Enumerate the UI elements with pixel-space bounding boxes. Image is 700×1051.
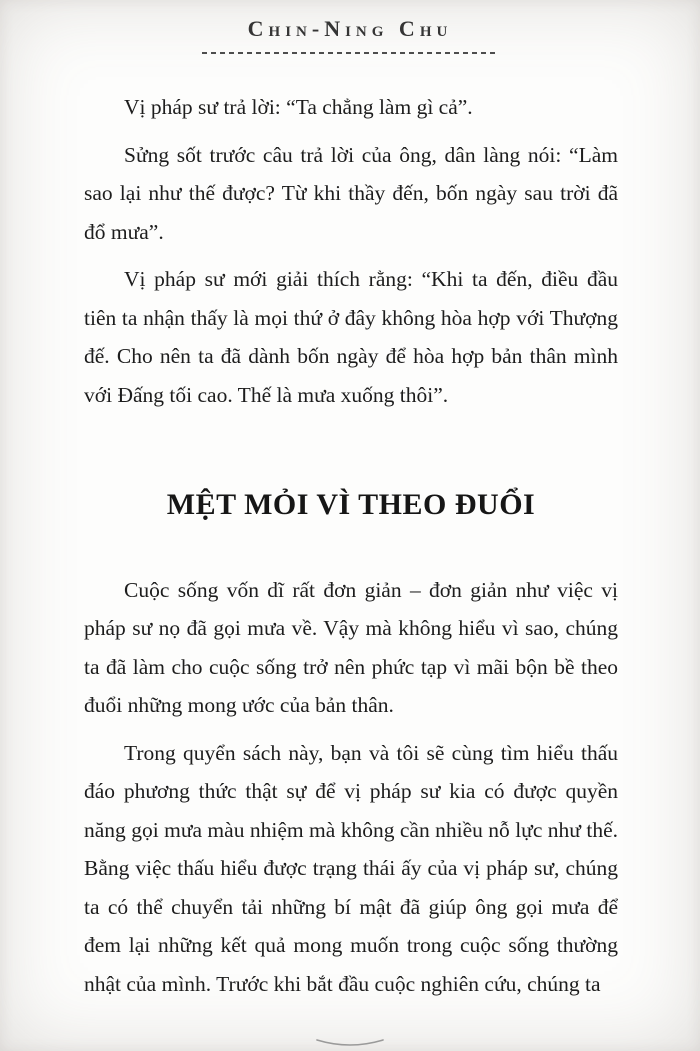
page-body: [0, 54, 700, 1003]
running-head-author: Chin-Ning Chu: [247, 16, 453, 41]
section-heading: MỆT MỎI VÌ THEO ĐUỔI: [166, 488, 536, 521]
paragraph: Vị pháp sư mới giải thích rằng: “Khi ta đến, điều đầu tiên ta nhận thấy là mọi thứ ở đây không hòa hợp với Thượng đế. Cho nên ta đã dành bốn ngày để hòa hợp bản thân mình với Đấng tối cao. Thế là mưa xuống thôi”.: [84, 267, 618, 407]
paragraph: Sửng sốt trước câu trả lời của ông, dân làng nói: “Làm sao lại như thế được? Từ khi thầy đến, bốn ngày sau trời đã đổ mưa”.: [84, 142, 618, 244]
paragraph: Cuộc sống vốn dĩ rất đơn giản – đơn giản như việc vị pháp sư nọ đã gọi mưa về. Vậy mà không hiểu vì sao, chúng ta đã làm cho cuộc sống trở nên phức tạp vì mãi bộn bề theo đuổi những mong ước của bản thân.: [84, 577, 618, 717]
paragraph: Vị pháp sư trả lời: “Ta chẳng làm gì cả”.: [124, 95, 473, 119]
paragraph: Trong quyển sách này, bạn và tôi sẽ cùng tìm hiểu thấu đáo phương thức thật sự để vị pháp sư kia có được quyền năng gọi mưa màu nhiệm mà không cần nhiều nỗ lực như thế. Bằng việc thấu hiểu được trạng thái ấy của vị pháp sư, chúng ta có thể chuyển tải những bí mật đã giúp ông gọi mưa để đem lại những kết quả mong muốn trong cuộc sống thường nhật của mình. Trước khi bắt đầu cuộc nghiên cứu, chúng ta: [84, 740, 618, 996]
page-header: [0, 0, 700, 54]
page-curl-icon: [314, 1037, 386, 1049]
